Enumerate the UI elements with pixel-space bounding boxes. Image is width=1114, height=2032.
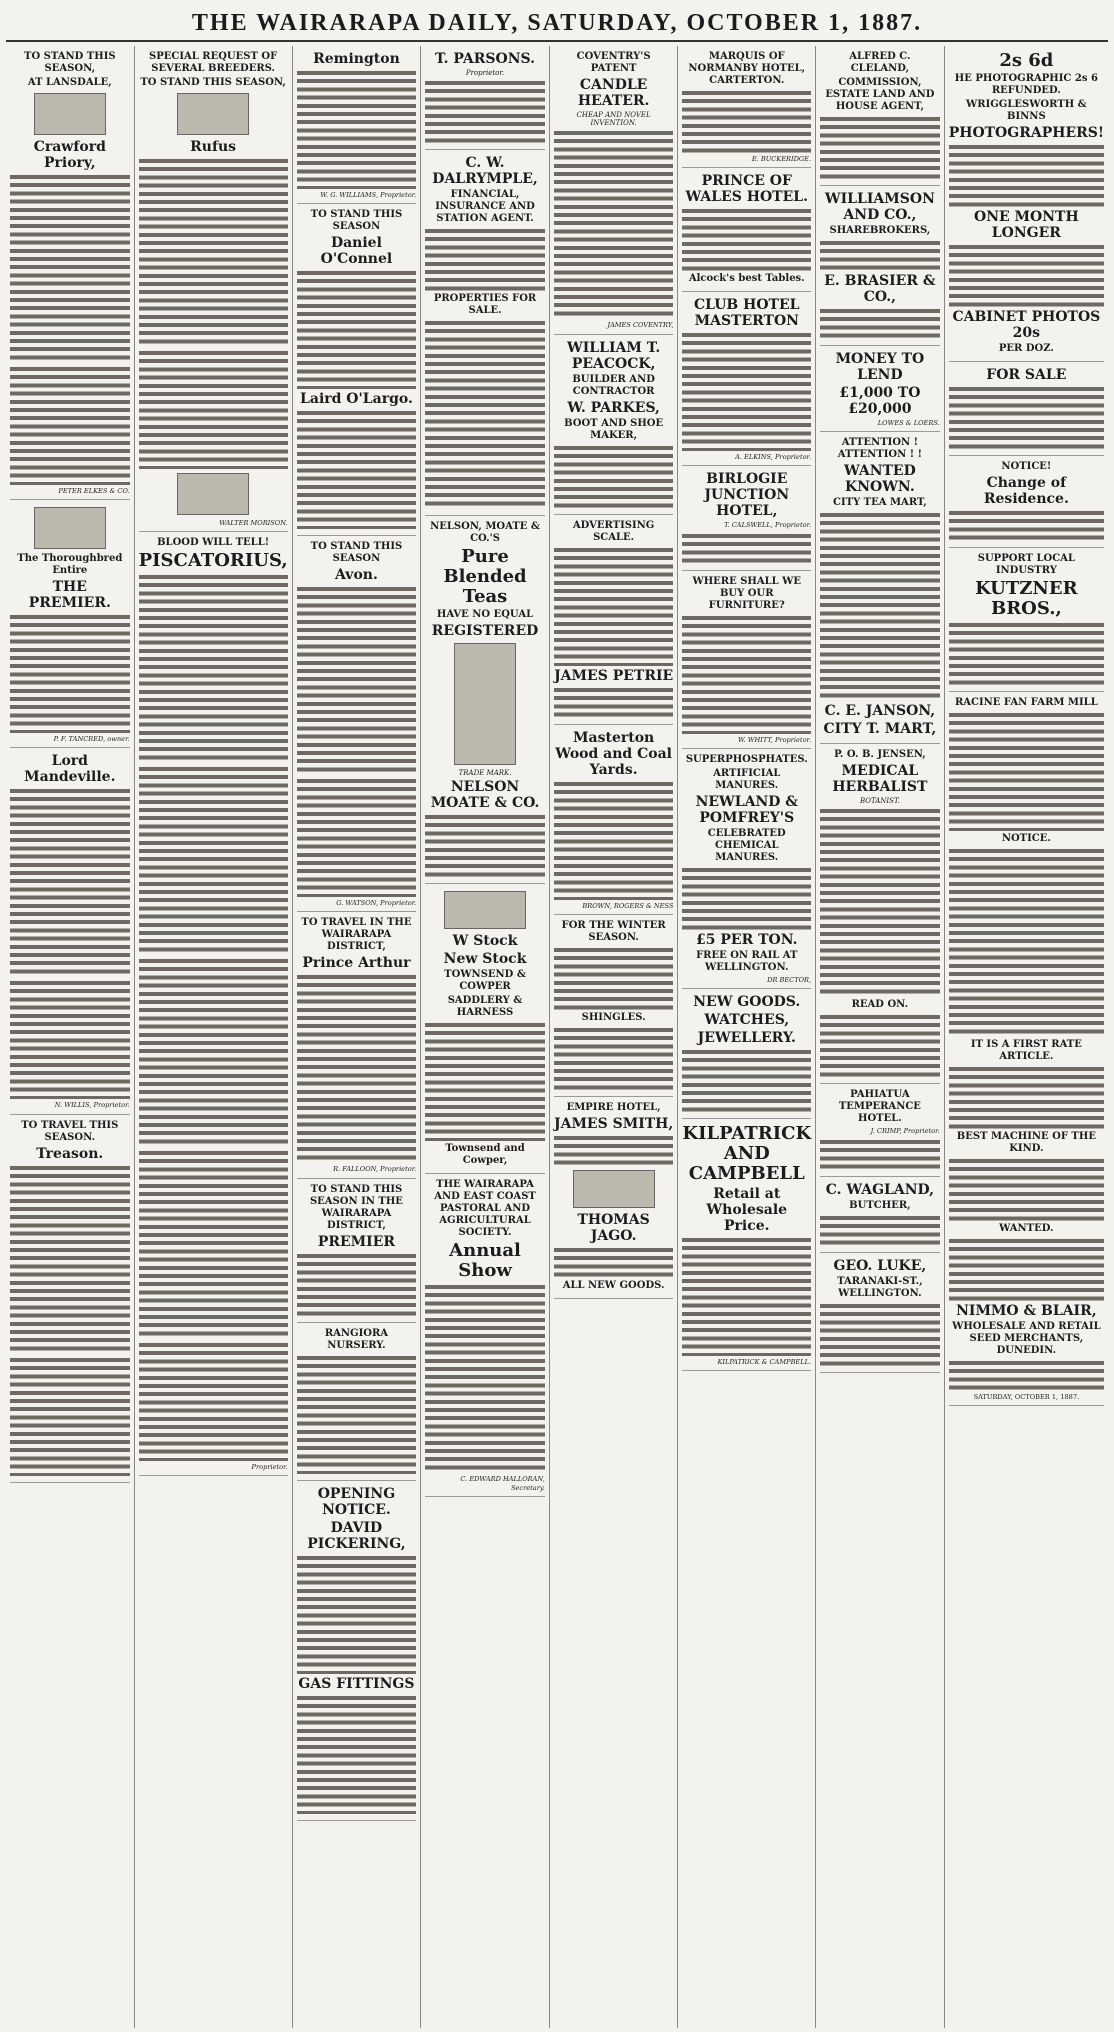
column-6 [678, 46, 816, 2028]
ad-heading: Annual Show [449, 1240, 521, 1282]
body-text [949, 1157, 1104, 1221]
ad-daniel-oconnel [297, 204, 417, 536]
signature: WALTER MORISON. [219, 519, 288, 527]
ad-city-tea-mart [820, 432, 940, 744]
body-text [10, 979, 130, 1099]
ad-peacock [554, 335, 674, 515]
body-text [139, 1149, 288, 1339]
ad-the-premier [10, 500, 130, 748]
ad-heading: Pure Blended Teas [443, 546, 527, 608]
ad-heading: C. W. DALRYMPLE, [432, 155, 538, 188]
body-text [10, 787, 130, 977]
ad-heading: P. O. B. JENSEN, [834, 749, 926, 761]
ad-subheading: AT LANSDALE, [27, 77, 112, 88]
ad-subheading: CHEAP AND NOVEL INVENTION. [576, 111, 651, 128]
ad-kutzner-bros [949, 548, 1104, 692]
body-text [949, 1237, 1104, 1301]
body-text [554, 129, 674, 319]
signature: LOWES & LOERS. [877, 419, 940, 427]
ad-heading: JAMES PETRIE [554, 667, 674, 684]
body-text [820, 239, 940, 271]
ad-heading: WANTED. [999, 1223, 1054, 1234]
body-text [682, 331, 811, 451]
horse-name: Rufus [190, 139, 237, 155]
signature: P. F. TANCRED, owner. [53, 735, 130, 744]
ad-subheading: FINANCIAL, INSURANCE AND STATION AGENT. [435, 189, 535, 225]
body-text [949, 385, 1104, 449]
ad-prince-of-wales-hotel [682, 168, 811, 292]
ad-heading: TO STAND THIS SEASON, [24, 51, 116, 74]
ad-subheading: WHOLESALE AND RETAIL SEED MERCHANTS, DUNEDIN. [952, 1321, 1101, 1356]
ad-heading: ONE MONTH LONGER [974, 209, 1079, 241]
body-text [297, 1354, 417, 1474]
body-text [682, 614, 811, 734]
ad-heading: Masterton Wood and Coal Yards. [555, 729, 672, 778]
ad-heading: DAVID PICKERING, [307, 1519, 406, 1552]
saddle-engraving [444, 891, 526, 929]
body-text [139, 573, 288, 763]
ad-heading: RANGIORA NURSERY. [324, 1327, 389, 1351]
column-4 [421, 46, 550, 2028]
body-text [682, 866, 811, 930]
horse-name: Daniel O'Connel [320, 235, 393, 268]
ad-heading: NELSON MOATE & CO. [430, 779, 540, 812]
body-text [425, 813, 545, 877]
signature: JAMES COVENTRY, [607, 321, 674, 330]
ad-subheading: SADDLERY & HARNESS [447, 995, 523, 1019]
body-text [949, 621, 1104, 685]
body-text [297, 1554, 417, 1674]
ad-racine-fan-farm-mill [949, 692, 1104, 1406]
ad-heading: NIMMO & BLAIR, [956, 1303, 1097, 1319]
ad-heading: MEDICAL HERBALIST [832, 763, 928, 796]
ad-heading: NEW GOODS. [693, 994, 801, 1011]
ad-cleland [820, 46, 940, 186]
horse-name: Remington [313, 51, 400, 67]
horse-engraving [34, 93, 106, 135]
ad-williamson [820, 186, 940, 346]
ad-heading: READ ON. [851, 999, 909, 1011]
ad-heading: Alcock's best Tables. [688, 273, 805, 285]
ad-heading: E. BRASIER & CO., [824, 273, 936, 305]
ad-subheading: COMMISSION, ESTATE LAND AND HOUSE AGENT, [825, 77, 935, 112]
column-1 [6, 46, 135, 2028]
horse-name: THE PREMIER. [28, 579, 111, 612]
ad-lord-mandeville [10, 748, 130, 1114]
body-text [554, 1134, 674, 1166]
body-text [949, 1359, 1104, 1391]
body-text [820, 807, 940, 997]
horse-name: Lord Mandeville. [24, 753, 116, 786]
horse-name: Avon. [335, 567, 378, 584]
horse-name: Prince Arthur [302, 955, 411, 972]
ad-heading: ALFRED C. CLELAND, [849, 51, 911, 74]
ad-heading: RACINE FAN FARM MILL [954, 697, 1098, 708]
ad-subheading: BUTCHER, [849, 1199, 911, 1211]
ad-dalrymple [425, 150, 545, 516]
body-text [139, 1341, 288, 1461]
body-text [297, 585, 417, 775]
ad-heading: WRIGGLESWORTH & BINNS [966, 99, 1087, 122]
ad-heading: THE WAIRARAPA AND EAST COAST PASTORAL AND AGRICULTURAL SOCIETY. [434, 1179, 536, 1239]
ad-kilpatrick-campbell [682, 1119, 811, 1371]
ad-subheading: FREE ON RAIL AT WELLINGTON. [696, 949, 798, 973]
body-text [682, 532, 811, 564]
signature: W. WHITT, Proprietor. [737, 735, 812, 744]
ad-wagland [820, 1177, 940, 1253]
horse-engraving [177, 93, 249, 135]
ad-candle-heater [554, 46, 674, 335]
body-text [425, 227, 545, 291]
body-text [820, 115, 940, 179]
ad-money-to-lend [820, 346, 940, 432]
body-text [949, 243, 1104, 307]
body-text [139, 765, 288, 955]
body-text [554, 546, 674, 666]
ad-geo-luke [820, 1253, 940, 1373]
ad-heading: TO TRAVEL THIS SEASON. [21, 1119, 119, 1143]
trade-mark-caption: TRADE MARK. [458, 769, 512, 778]
ad-piscatorius [139, 532, 288, 1476]
ad-heading: C. E. JANSON, [824, 703, 936, 720]
body-text [820, 1013, 940, 1077]
ad-heading: Retail at Wholesale Price. [706, 1186, 788, 1235]
signature: BROWN, ROGERS & NESS [582, 901, 674, 910]
body-text [554, 946, 674, 1010]
ad-heading: C. WAGLAND, [825, 1181, 935, 1198]
ad-heading: KUTZNER BROS., [975, 578, 1078, 619]
ad-treason [10, 1115, 130, 1483]
signature: A. ELKINS, Proprietor. [735, 453, 812, 462]
ad-heading: MARQUIS OF NORMANBY HOTEL, CARTERTON. [688, 51, 806, 86]
ad-heading: WILLIAM T. PEACOCK, [567, 339, 661, 372]
ad-heading: HAVE NO EQUAL [436, 609, 534, 621]
ad-heading: NOTICE! [1001, 461, 1052, 472]
ad-heading: W. PARKES, [567, 399, 660, 416]
ad-subheading: BOOT AND SHOE MAKER, [564, 417, 664, 441]
price-list [820, 511, 940, 701]
body-text [297, 777, 417, 897]
body-text [139, 957, 288, 1147]
ad-wood-coal [554, 725, 674, 915]
signature: E. BUCKERIDGE. [751, 155, 812, 163]
signature: PETER ELKES & CO. [58, 487, 130, 495]
body-text [949, 1065, 1104, 1129]
horse-name: Laird O'Largo. [300, 391, 413, 408]
ad-heading: EMPIRE HOTEL, [566, 1101, 661, 1113]
body-text [297, 1252, 417, 1316]
ad-heading: MONEY TO LEND [835, 351, 925, 383]
body-text [949, 509, 1104, 541]
ad-heading: W Stock [452, 933, 518, 950]
ad-heading: TO TRAVEL IN THE WAIRARAPA DISTRICT, [301, 917, 412, 953]
ad-heading: SUPERPHOSPHATES. [685, 753, 808, 765]
ad-subheading: BUILDER AND CONTRACTOR [572, 373, 655, 397]
ad-subheading: TARANAKI-ST., WELLINGTON. [837, 1275, 923, 1299]
body-text [554, 444, 674, 508]
ad-heading: GEO. LUKE, [833, 1257, 927, 1274]
ad-birlogie-junction [682, 466, 811, 570]
ad-prince-arthur [297, 912, 417, 1178]
ad-heading: GAS FITTINGS [298, 1675, 415, 1692]
ad-annual-show [425, 1174, 545, 1496]
imprint-date: SATURDAY, OCTOBER 1, 1887. [973, 1393, 1080, 1401]
signature: R. FALLOON, Proprietor. [333, 1165, 417, 1174]
body-text [820, 1214, 940, 1246]
ad-heading: SPECIAL REQUEST OF SEVERAL BREEDERS. [149, 51, 278, 74]
masthead-rule [6, 40, 1108, 42]
ad-heading: SHINGLES. [581, 1011, 646, 1023]
column-3 [293, 46, 422, 2028]
ad-heading: NOTICE. [1001, 833, 1051, 844]
ad-heading: PAHIATUA TEMPERANCE HOTEL. [838, 1089, 921, 1125]
signature: C. EDWARD HALLORAN, Secretary. [460, 1475, 545, 1492]
ad-empire-hotel [554, 1097, 674, 1299]
ad-heading: TOWNSEND & COWPER [444, 969, 526, 993]
ad-heading: WILLIAMSON AND CO., [824, 191, 935, 223]
body-text [554, 780, 674, 900]
body-text [425, 1283, 545, 1473]
ad-remington [297, 46, 417, 204]
ad-heading: New Stock [443, 951, 527, 968]
ad-heading: TO STAND THIS SEASON IN THE WAIRARAPA DISTRICT, [309, 1183, 403, 1231]
ad-heading: JAMES SMITH, [553, 1115, 674, 1132]
ad-photographers [949, 46, 1104, 362]
signature: Proprietor. [251, 1463, 288, 1472]
ad-subheading: PER DOZ. [998, 343, 1054, 354]
ad-heading: NELSON, MOATE & CO.'S [430, 521, 540, 545]
body-text [297, 973, 417, 1163]
body-text [139, 349, 288, 469]
ad-heading: WANTED KNOWN. [844, 463, 916, 496]
body-text [682, 89, 811, 153]
column-8 [945, 46, 1108, 2028]
ad-advertising-scale [554, 515, 674, 725]
ad-rufus [139, 46, 288, 532]
ad-avon [297, 536, 417, 912]
ad-premier [297, 1179, 417, 1323]
ad-heading: PRINCE OF WALES HOTEL. [685, 173, 808, 206]
ad-opening-notice [297, 1481, 417, 1821]
body-text [554, 1026, 674, 1090]
ad-heading: CITY T. MART, [823, 721, 937, 738]
ad-heading: BEST MACHINE OF THE KIND. [956, 1131, 1096, 1154]
ad-heading: TO STAND THIS SEASON, [140, 77, 286, 88]
ad-new-stock [425, 884, 545, 1174]
ad-heading: CANDLE HEATER. [577, 77, 650, 109]
trade-mark-engraving [454, 643, 516, 765]
ad-heading: FOR SALE [986, 367, 1067, 383]
ad-heading: ATTENTION ! ATTENTION ! ! [837, 437, 922, 461]
ad-heading: PROPERTIES FOR SALE. [433, 293, 537, 317]
body-text [554, 1246, 674, 1278]
signature: N. WILLIS, Proprietor. [54, 1101, 130, 1110]
ad-club-hotel [682, 292, 811, 466]
body-text [10, 1356, 130, 1476]
body-text [297, 409, 417, 529]
body-text [682, 1048, 811, 1112]
column-7 [816, 46, 945, 2028]
ad-heading: The Thoroughbred Entire [17, 553, 123, 577]
properties-list [425, 319, 545, 509]
ad-subheading: CITY TEA MART, [832, 497, 927, 509]
body-text [425, 79, 545, 143]
body-text [10, 173, 130, 363]
ad-heading: THOMAS JAGO. [577, 1211, 650, 1244]
ad-heading: Townsend and Cowper, [445, 1143, 525, 1167]
sofa-engraving [573, 1170, 655, 1208]
body-text [297, 1694, 417, 1814]
columns [6, 46, 1108, 2028]
ad-heading: OPENING NOTICE. [317, 1485, 396, 1518]
ad-heading: FOR THE WINTER SEASON. [561, 919, 666, 943]
body-text [949, 847, 1104, 1037]
body-text [297, 69, 417, 189]
column-2 [135, 46, 293, 2028]
ad-heading: T. PARSONS. [435, 51, 536, 67]
price: £5 PER TON. [696, 931, 798, 948]
ad-heading: IT IS A FIRST RATE ARTICLE. [970, 1039, 1082, 1062]
ad-pahiatua-hotel [820, 1084, 940, 1176]
ad-heading: TO STAND THIS SEASON [310, 541, 403, 565]
ad-nelson-moate-teas [425, 516, 545, 884]
price-figure: 2s 6d [999, 50, 1054, 71]
ad-heading: CABINET PHOTOS 20s [952, 309, 1101, 341]
signature: J. CRIMP, Proprietor. [870, 1127, 940, 1136]
ad-jensen-herbalist [820, 744, 940, 1084]
ad-heading: £1,000 TO £20,000 [839, 385, 921, 417]
ad-manures [682, 749, 811, 989]
signature: KILPATRICK & CAMPBELL. [717, 1358, 812, 1367]
body-text [139, 157, 288, 347]
ad-subheading: Proprietor. [465, 69, 505, 77]
ad-heading: ALL NEW GOODS. [562, 1279, 665, 1291]
body-text [949, 143, 1104, 207]
ad-heading: ARTIFICIAL MANURES. [713, 767, 781, 791]
signature: T. CALSWELL, Proprietor. [724, 521, 812, 530]
signature: DR BECTOR, [767, 975, 812, 984]
body-text [820, 1302, 940, 1366]
body-text [949, 711, 1104, 831]
ad-subheading: SHAREBROKERS, [829, 225, 931, 236]
ad-subheading: BOTANIST. [859, 797, 900, 806]
column-5 [550, 46, 679, 2028]
ad-heading: COVENTRY'S PATENT [576, 51, 651, 74]
ad-rangiora-nursery [297, 1323, 417, 1481]
body-text [820, 307, 940, 339]
ad-heading: NEWLAND & POMFREY'S [695, 793, 798, 826]
body-text [682, 207, 811, 271]
horse-engraving [34, 507, 106, 549]
horse-name: PISCATORIUS, [138, 550, 288, 572]
body-text [10, 613, 130, 733]
ad-furniture [682, 571, 811, 749]
horse-engraving [177, 473, 249, 515]
ad-heading: Change of Residence. [983, 475, 1069, 507]
ad-heading: PHOTOGRAPHERS! [948, 125, 1105, 141]
ad-winter-season [554, 915, 674, 1097]
ad-subheading: CELEBRATED CHEMICAL MANURES. [707, 827, 786, 863]
ad-heading: WHERE SHALL WE BUY OUR FURNITURE? [692, 575, 802, 611]
ad-heading: WATCHES, [704, 1012, 790, 1029]
ad-new-goods [682, 989, 811, 1119]
horse-name: PREMIER [317, 1233, 396, 1250]
signature: W. G. WILLIAMS, Proprietor. [320, 191, 417, 199]
horse-name: Crawford Priory, [33, 139, 106, 171]
ad-crawford-priory [10, 46, 130, 500]
ad-change-of-residence [949, 456, 1104, 548]
ad-heading: BIRLOGIE JUNCTION HOTEL, [704, 471, 790, 520]
ad-parsons [425, 46, 545, 150]
ad-heading: CLUB HOTEL MASTERTON [694, 297, 800, 330]
ad-heading: ADVERTISING SCALE. [572, 519, 655, 543]
newspaper-title: THE WAIRARAPA DAILY, SATURDAY, OCTOBER 1, 1887. [191, 10, 923, 36]
ad-heading: JEWELLERY. [697, 1030, 796, 1047]
ad-heading: REGISTERED [431, 623, 539, 640]
ad-heading: SUPPORT LOCAL INDUSTRY [977, 553, 1075, 576]
body-text [820, 1138, 940, 1170]
ad-marquis-of-normanby [682, 46, 811, 168]
signature: G. WATSON, Proprietor. [336, 899, 417, 908]
body-text [10, 365, 130, 485]
ad-heading: TO STAND THIS SEASON [310, 209, 403, 233]
body-text [554, 686, 674, 718]
horse-name: Treason. [36, 1145, 104, 1162]
body-text [297, 269, 417, 389]
ad-for-sale [949, 362, 1104, 456]
body-text [10, 1164, 130, 1354]
ad-heading: KILPATRICK AND CAMPBELL [682, 1123, 812, 1185]
ad-heading: BLOOD WILL TELL! [157, 537, 270, 549]
body-text [425, 1021, 545, 1141]
ad-subheading: HE PHOTOGRAPHIC 2s 6 REFUNDED. [954, 73, 1098, 96]
body-text [682, 1236, 811, 1356]
